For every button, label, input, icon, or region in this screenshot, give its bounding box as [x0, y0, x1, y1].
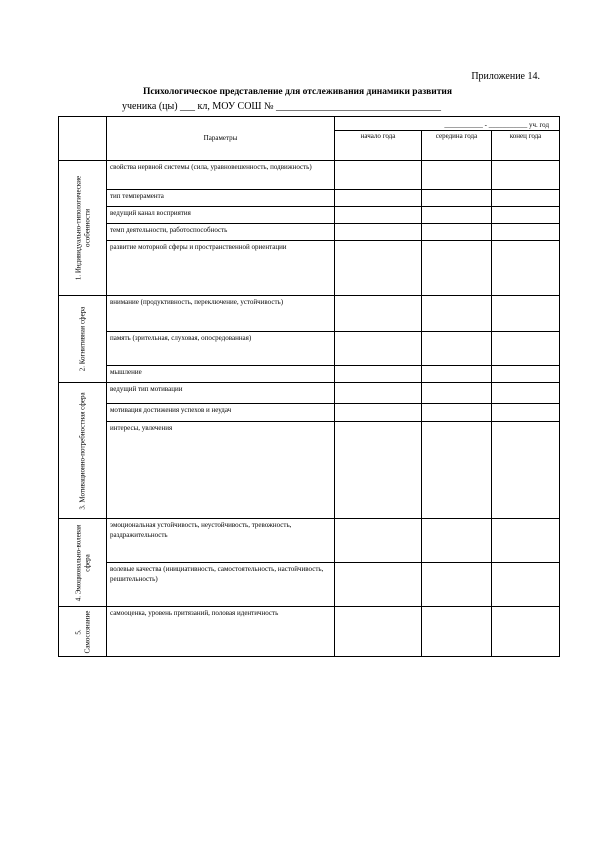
- cell: [335, 563, 422, 607]
- param-row: интересы, увлечения: [107, 422, 335, 519]
- section-3-title: 3. Мотивационно-потребностная сфера: [78, 391, 87, 510]
- cell: [335, 207, 422, 224]
- cell: [492, 161, 560, 190]
- cell: [335, 404, 422, 422]
- cell: [422, 241, 492, 296]
- development-table: [58, 116, 560, 657]
- param-row: свойства нервной системы (сила, уравновешенность, подвижность): [107, 161, 335, 190]
- section-label: [59, 161, 107, 296]
- cell: [422, 422, 492, 519]
- cell: [422, 404, 492, 422]
- param-row: волевые качества (инициативность, самостоятельность, настойчивость, решительность): [107, 563, 335, 607]
- cell: [422, 563, 492, 607]
- param-row: ведущий канал восприятия: [107, 207, 335, 224]
- cell: [492, 207, 560, 224]
- param-row: внимание (продуктивность, переключение, устойчивость): [107, 296, 335, 332]
- section-5-title: 5. Самосознание: [73, 610, 91, 653]
- cell: [492, 241, 560, 296]
- cell: [422, 224, 492, 241]
- param-row: развитие моторной сферы и пространственной ориентации: [107, 241, 335, 296]
- cell: [492, 404, 560, 422]
- cell: [492, 607, 560, 657]
- param-row: темп деятельности, работоспособность: [107, 224, 335, 241]
- cell: [335, 190, 422, 207]
- section-label: [59, 519, 107, 607]
- header-corner: [59, 117, 107, 161]
- cell: [492, 366, 560, 383]
- param-row: тип темперамента: [107, 190, 335, 207]
- cell: [422, 190, 492, 207]
- year-header: ___________ - ___________ уч. год: [335, 117, 560, 131]
- section-label: [59, 296, 107, 383]
- param-row: мотивация достижения успехов и неудач: [107, 404, 335, 422]
- document-title: Психологическое представление для отслеживания динамики развития: [142, 87, 453, 97]
- cell: [492, 422, 560, 519]
- appendix-label: Приложение 14.: [471, 71, 540, 82]
- col-start: начало года: [335, 131, 422, 161]
- cell: [335, 366, 422, 383]
- cell: [335, 224, 422, 241]
- cell: [492, 563, 560, 607]
- cell: [422, 332, 492, 366]
- cell: [335, 383, 422, 404]
- param-row: память (зрительная, слуховая, опосредованная): [107, 332, 335, 366]
- cell: [492, 519, 560, 563]
- param-row: ведущий тип мотивации: [107, 383, 335, 404]
- param-header: Параметры: [107, 117, 335, 161]
- cell: [492, 190, 560, 207]
- cell: [422, 207, 492, 224]
- cell: [335, 607, 422, 657]
- cell: [422, 383, 492, 404]
- cell: [335, 296, 422, 332]
- section-1-title: 1. Индивидуально-типологические особенности: [73, 175, 91, 281]
- section-2-title: 2. Когнитивная сфера: [78, 306, 87, 372]
- section-4-title: 4. Эмоционально-волевая сфера: [73, 524, 91, 601]
- param-row: мышление: [107, 366, 335, 383]
- cell: [335, 332, 422, 366]
- cell: [492, 224, 560, 241]
- student-line: ученика (цы) ___ кл, МОУ СОШ № _________________________________: [122, 101, 442, 112]
- cell: [492, 296, 560, 332]
- section-label: [59, 383, 107, 519]
- cell: [422, 607, 492, 657]
- param-row: самооценка, уровень притязаний, половая идентичность: [107, 607, 335, 657]
- cell: [492, 332, 560, 366]
- cell: [492, 383, 560, 404]
- cell: [422, 161, 492, 190]
- cell: [422, 366, 492, 383]
- cell: [335, 519, 422, 563]
- cell: [335, 422, 422, 519]
- cell: [422, 296, 492, 332]
- cell: [335, 161, 422, 190]
- param-row: эмоциональная устойчивость, неустойчивость, тревожность, раздражительность: [107, 519, 335, 563]
- cell: [335, 241, 422, 296]
- col-end: конец года: [492, 131, 560, 161]
- col-middle: середина года: [422, 131, 492, 161]
- cell: [422, 519, 492, 563]
- section-label: [59, 607, 107, 657]
